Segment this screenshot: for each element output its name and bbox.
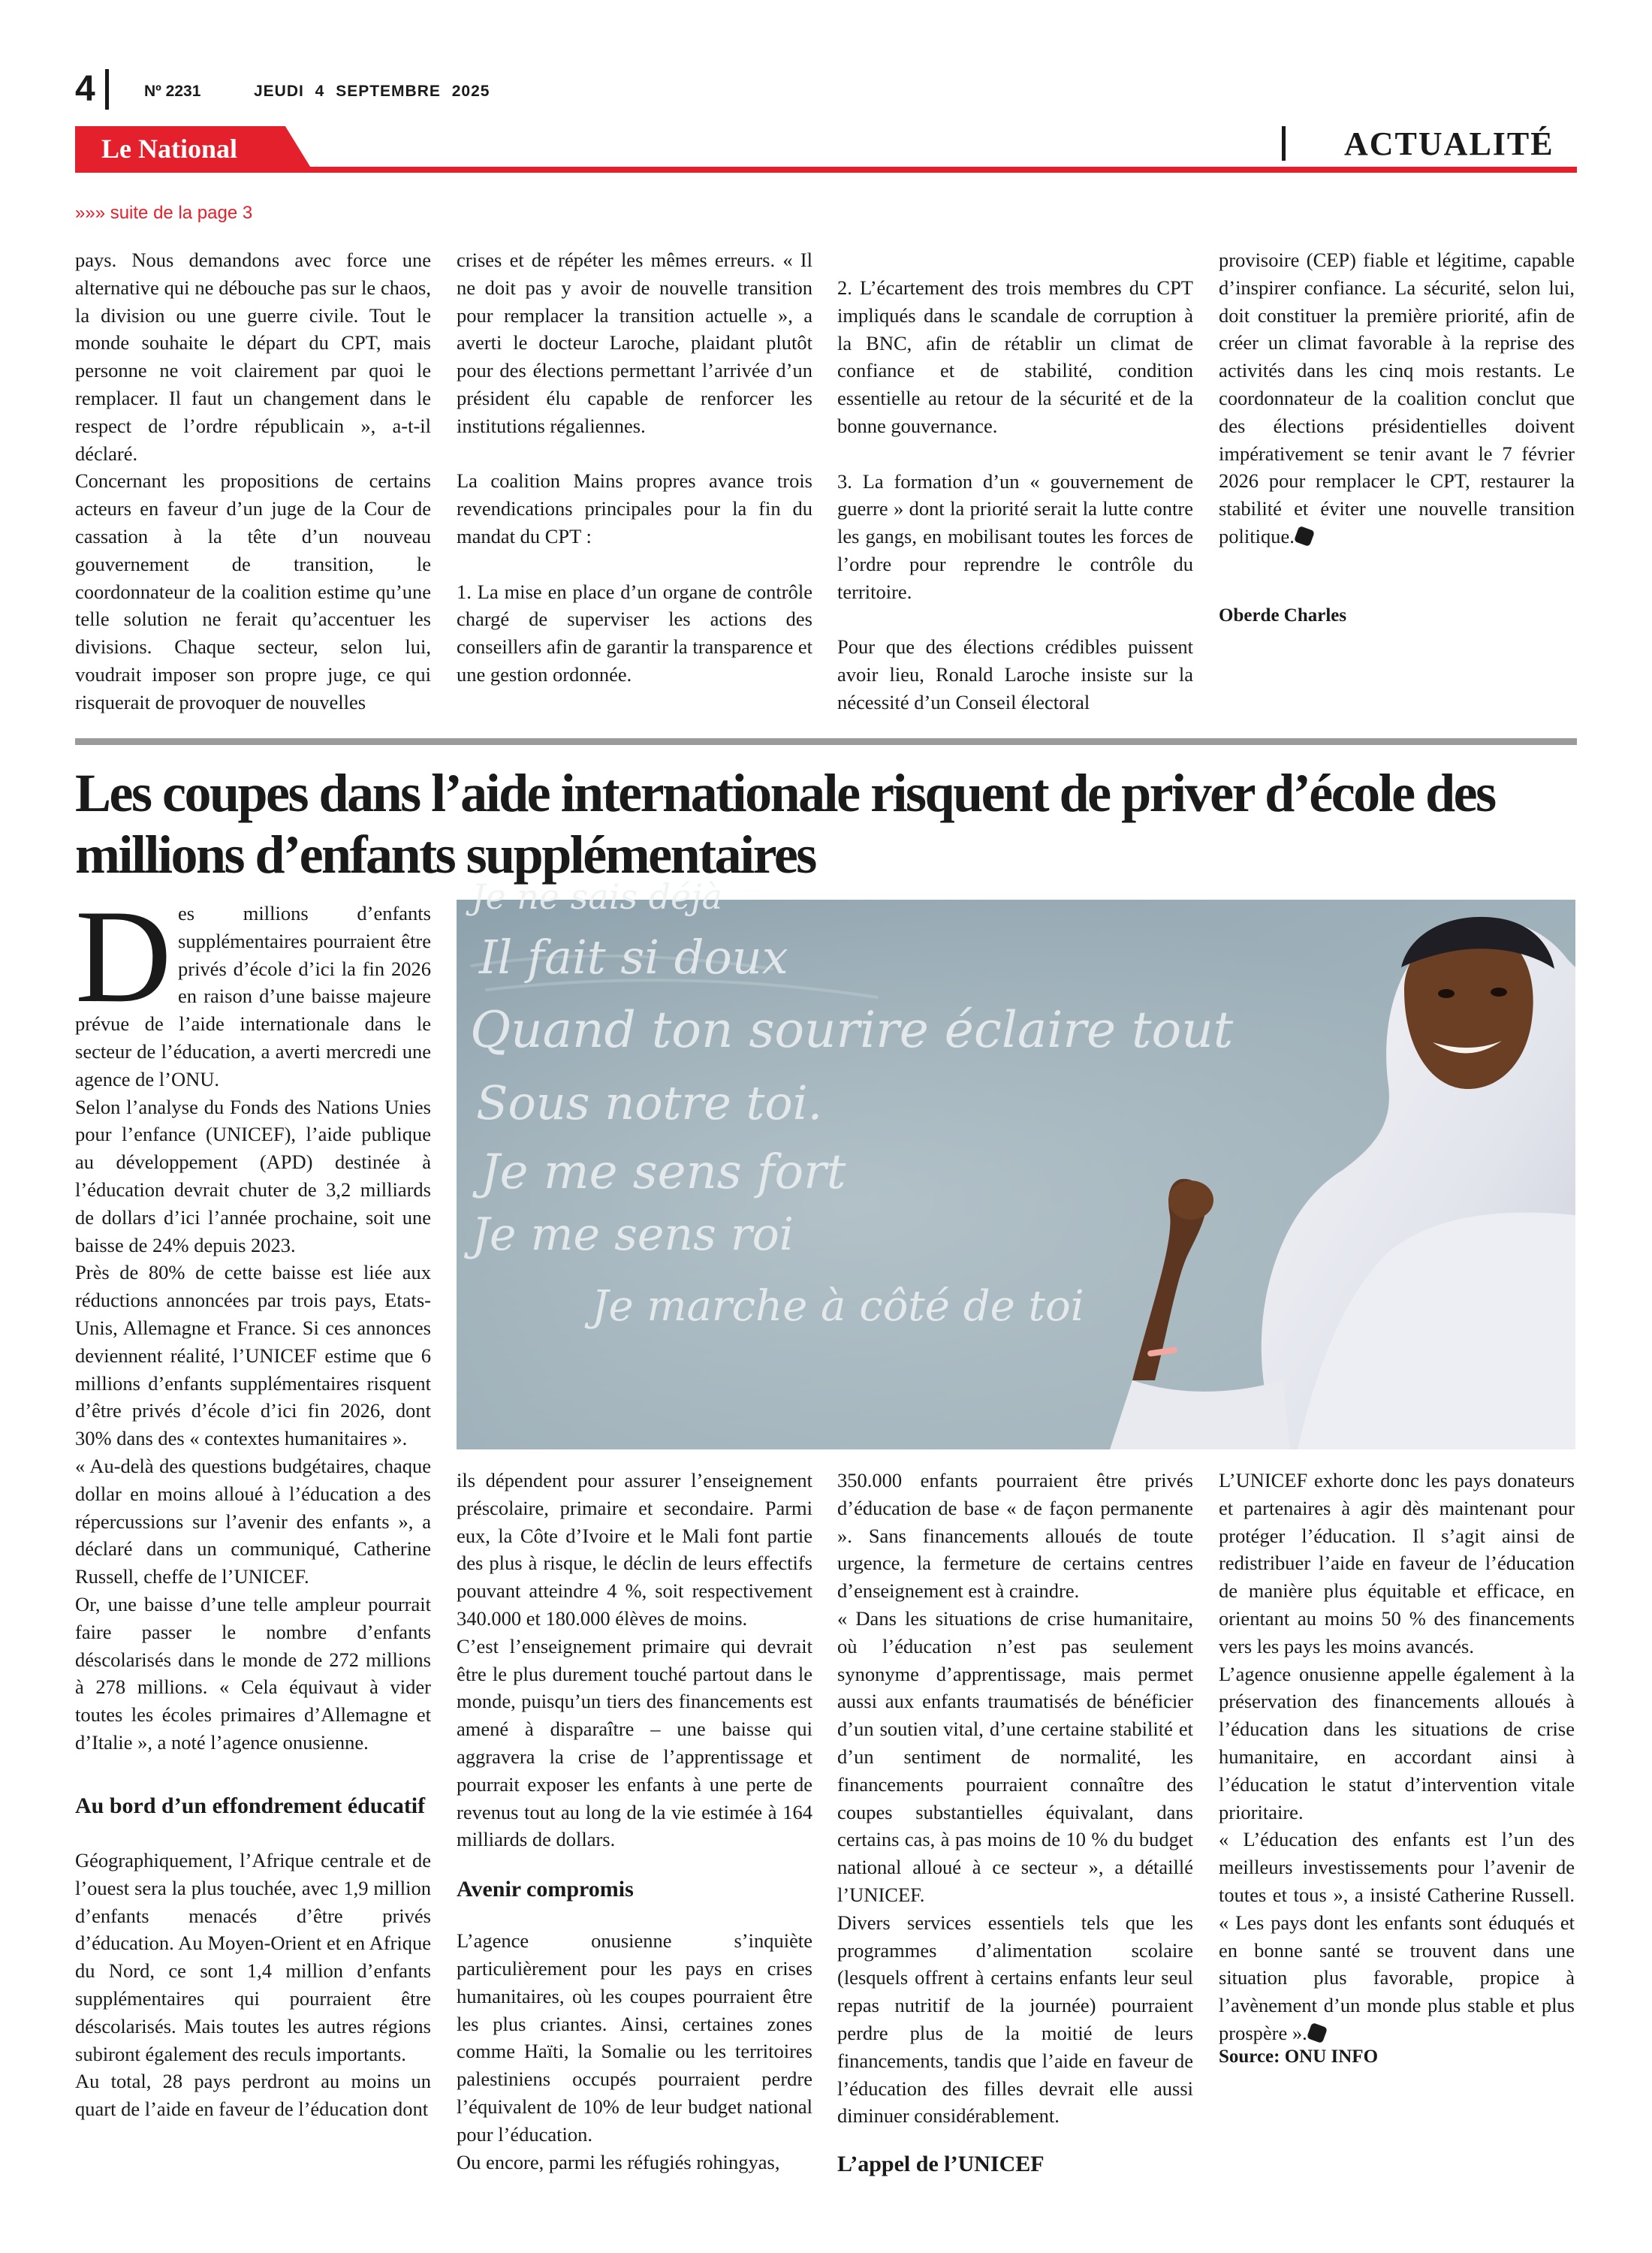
- page-number: 4: [75, 69, 95, 109]
- section-divider: [1282, 126, 1286, 161]
- paragraph: L’UNICEF exhorte donc les pays donateurs et partenaires à agir dès maintenant pour protéger l’éducation. Il s’agit ainsi de redistribuer l’aide en faveur de l’éducation de manière plus équitable et efficace, en orientant au moins 50 % des financements vers les pays les moins avancés.: [1219, 1469, 1575, 1657]
- paragraph: Divers services essentiels tels que les programmes d’alimentation scolaire (lesquels offrent à certains enfants leur seul repas nutritif de la journée) pourraient perdre plus de la moitié de leurs financements, tandis que l’aide en faveur de l’éducation des filles devrait elle aussi diminuer considérablement.: [837, 1911, 1193, 2128]
- paragraph: L’agence onusienne s’inquiète particulièrement pour les pays en crises humanitaires, où les coupes pourraient être les plus criantes. Ainsi, certaines zones comme Haïti, la Somalie ou les territoires palestiniens occupés pourraient perdre l’équivalent de 10% de leur budget national pour l’éducation.: [457, 1929, 812, 2146]
- paragraph: « Dans les situations de crise humanitaire, où l’éducation n’est pas seulement synonyme d’apprentissage, mais permet aussi aux enfants traumatisés de bénéficier d’un soutien vital, d’une certaine stabilité et d’un sentiment de normalité, les financements pourraient connaître des coupes substantielles équivalant, dans certains cas, à pas moins de 10 % du budget national alloué à ce secteur », a détaillé l’UNICEF.: [837, 1606, 1193, 1906]
- drop-cap: D: [75, 882, 172, 1030]
- paragraph: La coalition Mains propres avance trois revendications principales pour la fin du mandat du CPT :: [457, 469, 812, 547]
- chalk-line: Quand ton sourire éclaire tout: [470, 1001, 1234, 1059]
- paragraph: 3. La formation d’un « gouvernement de guerre » dont la priorité serait la lutte contre les gangs, en mobilisant toutes les forces de l’ordre pour reprendre le contrôle du territoire.: [837, 469, 1193, 603]
- paragraph: Selon l’analyse du Fonds des Nations Unies pour l’enfance (UNICEF), l’aide publique au développement (APD) destinée à l’éducation devrait chuter de 3,2 milliards de dollars d’ici l’année prochaine, soit une baisse de 24% depuis 2023.: [75, 1095, 431, 1256]
- article-separator-rule: [75, 738, 1577, 745]
- paragraph: pays. Nous demandons avec force une alternative qui ne débouche pas sur le chaos, la division ou une guerre civile. Tout le monde souhaite le départ du CPT, mais personne ne voit clairement par quoi le remplacer. Il faut un changement dans le respect de l’ordre républicain », a-t-il déclaré.: [75, 249, 431, 465]
- article-photo: [457, 876, 1575, 1449]
- chalk-line: Sous notre toi.: [476, 1075, 823, 1130]
- paragraph: C’est l’enseignement primaire qui devrait être le plus durement touché partout dans le monde, puisqu’un tiers des financements est amené à disparaître – une baisse qui aggravera la crise de l’apprentissage et pourrait exposer les enfants à une perte de revenus tout au long de la vie estimée à 164 milliards de dollars.: [457, 1634, 812, 1851]
- paragraph: Pour que des élections crédibles puissent avoir lieu, Ronald Laroche insiste sur la nécessité d’un Conseil électoral: [837, 635, 1193, 713]
- chalk-line: Il fait si doux: [479, 930, 788, 985]
- author-signature: Oberde Charles: [1219, 605, 1347, 626]
- paragraph: Près de 80% de cette baisse est liée aux réductions annoncées par trois pays, Etats-Unis, Allemagne et France. Si ces annonces deviennent réalité, l’UNICEF estime que 6 millions d’enfants supplémentaires risquent d’être privés d’école d’ici fin 2026, dont 30% dans des « contextes humanitaires ».: [75, 1261, 431, 1450]
- section-title: ACTUALITÉ: [1344, 125, 1554, 162]
- issue-date: JEUDI 4 SEPTEMBRE 2025: [254, 83, 490, 100]
- top-article-column-1: [75, 246, 431, 716]
- paragraph: 350.000 enfants pourraient être privés d’éducation de base « de façon permanente ». Sans financements alloués de toute urgence, la fermeture de certains centres d’enseignement est à craindre.: [837, 1469, 1193, 1603]
- issue-number: Nº 2231: [144, 83, 201, 100]
- article-column-1-continued: [75, 1793, 431, 2123]
- lead-paragraph: es millions d’enfants supplémentaires pourraient être privés d’école d’ici la fin 2026 en raison d’une baisse majeure prévue de l’aide internationale dans le secteur de l’éducation, a averti mercredi une agence de l’ONU.: [75, 900, 431, 1093]
- paragraph: « Au-delà des questions budgétaires, chaque dollar en moins alloué à l’éducation a des répercussions sur l’avenir des enfants », a déclaré dans un communiqué, Catherine Russell, cheffe de l’UNICEF.: [75, 1454, 431, 1588]
- chalk-line: Je ne sais déjà: [472, 876, 723, 917]
- article-headline: Les coupes dans l’aide internationale risquent de priver d’école des millions d’enfants supplémentaires: [75, 763, 1495, 885]
- article-column-4: [1219, 1467, 1575, 2047]
- article-column-2: [457, 1467, 812, 2176]
- paragraph: 1. La mise en place d’un organe de contrôle chargé de superviser les actions des conseillers afin de garantir la transparence et une gestion ordonnée.: [457, 580, 812, 686]
- paragraph: Or, une baisse d’une telle ampleur pourrait faire passer le nombre d’enfants déscolarisés dans le monde de 272 millions à 278 millions. « Cela équivaut à vider toutes les écoles primaires d’Allemagne et d’Italie », a noté l’agence onusienne.: [75, 1592, 431, 1754]
- photo-girl-at-chalkboard: [457, 876, 1575, 1449]
- paragraph: crises et de répéter les mêmes erreurs. « Il ne doit pas y avoir de nouvelle transition pour remplacer la transition actuelle », a averti le docteur Laroche, plaidant plutôt pour des élections permettant l’arrivée d’un président élu capable de renforcer les institutions régaliennes.: [457, 249, 812, 437]
- page-number-divider: [105, 69, 109, 110]
- chalk-line: Je marche à côté de toi: [592, 1282, 1084, 1331]
- continued-from: »»» suite de la page 3: [75, 203, 253, 223]
- dropcap-space: [75, 882, 178, 1030]
- paragraph: L’agence onusienne appelle également à la préservation des financements alloués à l’éducation dans les situations de crise humanitaire, en accordant ainsi à l’éducation le statut d’intervention vitale prioritaire.: [1219, 1662, 1575, 1823]
- article-column-1: [75, 882, 431, 1757]
- paragraph: Au total, 28 pays perdront au moins un quart de l’aide en faveur de l’éducation dont: [75, 2070, 431, 2121]
- paragraph: Concernant les propositions de certains acteurs en faveur d’un juge de la Cour de cassation à la tête d’un nouveau gouvernement de transition, le coordonnateur de la coalition estime qu’une telle solution ne ferait qu’accentuer les divisions. Chaque secteur, selon lui, voudrait imposer son propre juge, ce qui risquerait de provoquer de nouvelles: [75, 469, 431, 713]
- top-article-column-4: [1219, 246, 1575, 550]
- top-article-column-3: [837, 274, 1193, 716]
- article-column-3: [837, 1467, 1193, 2178]
- article-source: Source: ONU INFO: [1219, 2046, 1379, 2067]
- end-of-article-mark: [1307, 2022, 1328, 2043]
- subheading: Avenir compromis: [457, 1877, 634, 1902]
- chalk-line: Je me sens roi: [472, 1208, 794, 1261]
- subheading: L’appel de l’UNICEF: [837, 2152, 1045, 2177]
- top-article-column-2: [457, 246, 812, 689]
- subheading: Au bord d’un effondrement éducatif: [75, 1793, 426, 1818]
- paragraph: « L’éducation des enfants est l’un des meilleurs investissements pour l’avenir de toutes et tous », a insisté Catherine Russell. « Les pays dont les enfants sont éduqués et en bonne santé se trouvent dans une situation plus favorable, propice à l’avènement d’un monde plus stable et plus prospère ».: [1219, 1828, 1575, 2044]
- paragraph: Ou encore, parmi les réfugiés rohingyas,: [457, 2150, 780, 2173]
- brand-name: Le National: [101, 134, 238, 164]
- paragraph: 2. L’écartement des trois membres du CPT impliqués dans le scandale de corruption à la BNC, afin de rétablir un climat de confiance et de stabilité, condition essentielle au retour de la sécurité et de la bonne gouvernance.: [837, 276, 1193, 437]
- paragraph: provisoire (CEP) fiable et légitime, capable d’inspirer confiance. La sécurité, selon lui, doit constituer la première priorité, afin de créer un climat favorable à la reprise des activités dans les cinq mois restants. Le coordonnateur de la coalition conclut que des élections présidentielles doivent impérativement se tenir avant le 7 février 2026 pour remplacer le CPT, restaurer la stabilité et éviter une nouvelle transition politique.: [1219, 249, 1575, 547]
- chalk-line: Je me sens fort: [481, 1145, 846, 1200]
- end-of-article-mark: [1294, 526, 1315, 547]
- paragraph: ils dépendent pour assurer l’enseignement préscolaire, primaire et secondaire. Parmi eux, la Côte d’Ivoire et le Mali font partie des plus à risque, le déclin de leurs effectifs pouvant atteindre 4 %, soit respectivement 340.000 et 180.000 élèves de moins.: [457, 1469, 812, 1630]
- paragraph: Géographiquement, l’Afrique centrale et de l’ouest sera la plus touchée, avec 1,9 million d’enfants menacés d’être privés d’éducation. Au Moyen-Orient et en Afrique du Nord, ce sont 1,4 million d’enfants supplémentaires qui pourraient être déscolarisés. Mais toutes les autres régions subiront également des reculs importants.: [75, 1849, 431, 2065]
